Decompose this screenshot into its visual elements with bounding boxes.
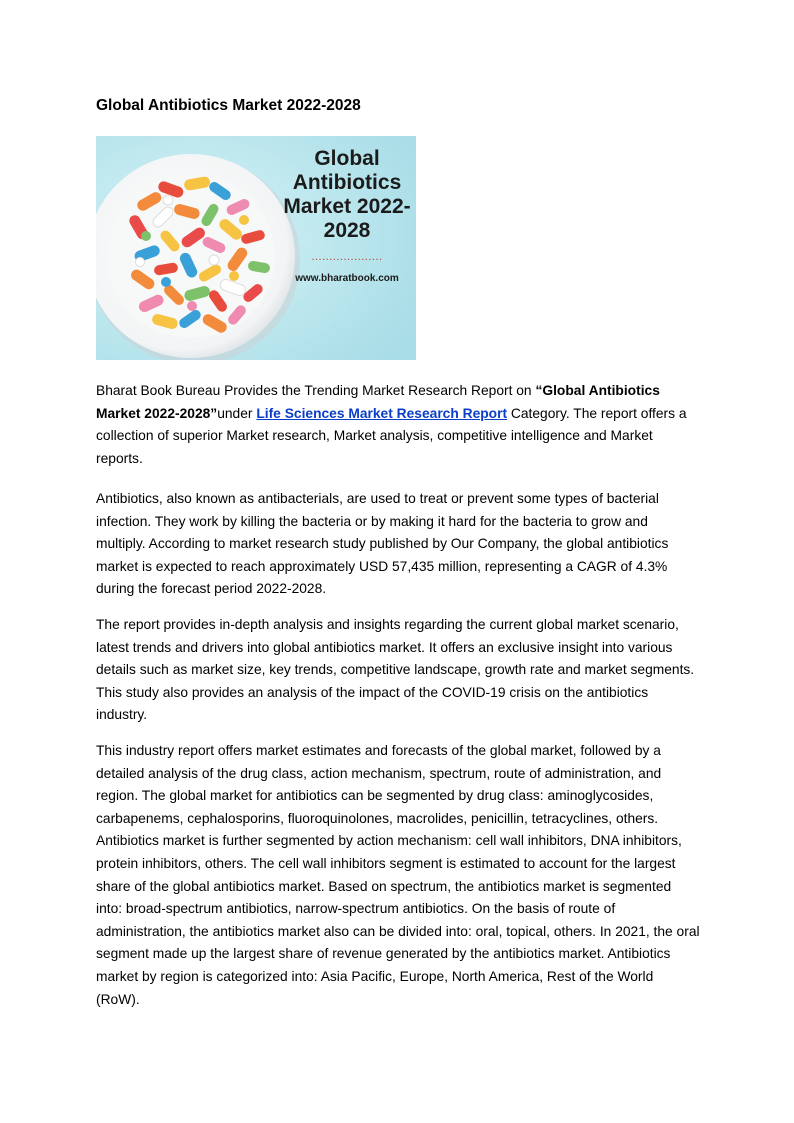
hero-title-line-2: Antibiotics: [292, 171, 402, 194]
hero-divider-dots: ....................: [311, 251, 383, 263]
scope-paragraph: The report provides in-depth analysis and insights regarding the current global market scenario, latest trends and drivers into global antibiotics market. It offers an exclusive insight into various details such as market size, key trends, competitive landscape, growth rate and market segments. This study also provides an analysis of the impact of the COVID-19 crisis on the antibiotics industry.: [96, 617, 695, 723]
segmentation-paragraph: This industry report offers market estimates and forecasts of the global market, followed by a detailed analysis of the drug class, action mechanism, spectrum, route of administration, and region. The global market for antibiotics can be segmented by drug class: aminoglycosides, carbapenems, cephalosporins, fluoroquinolones, macrolides, penicillin, tetracyclines, others. Antibiotics market is further segmented by action mechanism: cell wall inhibitors, DNA inhibitors, protein inhibitors, others. The cell wall inhibitors segment is estimated to account for the largest share of the global antibiotics market. Based on spectrum, the antibiotics market is segmented into: broad-spectrum antibiotics, narrow-spectrum antibiotics. On the basis of route of administration, the antibiotics market also can be divided into: oral, topical, others. In 2021, the oral segment made up the largest share of revenue generated by the antibiotics market. Antibiotics market by region is categorized into: Asia Pacific, Europe, North America, Rest of the World (RoW).: [96, 743, 700, 1007]
page-title: Global Antibiotics Market 2022-2028: [96, 97, 361, 114]
intro-text-before: Bharat Book Bureau Provides the Trending Market Research Report on: [96, 383, 536, 398]
hero-title-line-1: Global: [314, 147, 380, 170]
definition-paragraph: Antibiotics, also known as antibacterials, are used to treat or prevent some types of bacterial infection. They work by killing the bacteria or by making it hard for the bacteria to grow and multiply. According to market research study published by Our Company, the global antibiotics market is expected to reach approximately USD 57,435 million, representing a CAGR of 4.3% during the forecast period 2022-2028.: [96, 491, 669, 597]
intro-under: under: [217, 405, 257, 421]
hero-title-line-3: Market 2022-: [283, 195, 411, 218]
hero-image: [96, 136, 416, 360]
hero-title-line-4: 2028: [323, 219, 371, 242]
life-sciences-report-link[interactable]: Life Sciences Market Research Report: [256, 405, 508, 421]
report-name: “Global Antibiotics Market 2022-2028”: [96, 383, 660, 421]
hero-website: www.bharatbook.com: [295, 273, 399, 284]
intro-paragraph: [96, 380, 700, 470]
intro-text-after: Category. The report offers a collection of superior Market research, Market analysis, competitive intelligence and Market reports.: [96, 405, 687, 466]
